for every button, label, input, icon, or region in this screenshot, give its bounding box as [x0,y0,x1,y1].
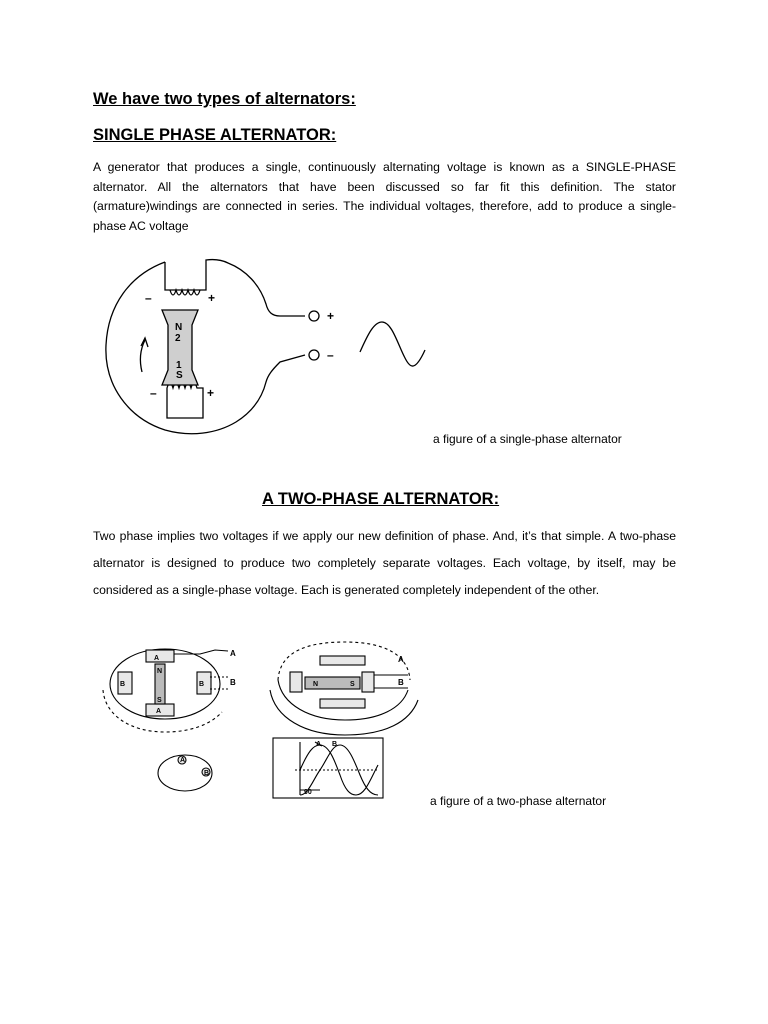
single-phase-paragraph: A generator that produces a single, continuously alternating voltage is known as a SINGLE-PHASE alternator. All the alternators that have been discussed so far fit this definition. The stator (armature)windings are connected in series. The individual voltages, therefore, add to produce a single-phase AC voltage [93,160,676,233]
fig-b-s-label: S [350,681,355,688]
fig-c-b-label: B [204,770,210,777]
pole-n-label: N [175,322,183,333]
fig-b-out-a-label: A [398,655,404,664]
pole-s-number: 1 [176,360,182,371]
single-phase-caption: a figure of a single-phase alternator [433,432,622,446]
fig-a-left-label: B [120,681,126,688]
minus-bottom-label: – [150,386,157,400]
terminal-plus-label: + [327,309,335,323]
section-title-two-phase: A TWO-PHASE ALTERNATOR: [262,490,500,508]
pole-n-number: 2 [175,333,181,344]
fig-b-n-label: N [313,681,319,688]
wave-90-label: 90 [304,789,312,796]
fig-b-out-b-label: B [398,678,404,687]
fig-a-right-label: B [199,681,205,688]
wave-a-label: A [316,741,322,748]
plus-bottom-label: + [207,386,215,400]
fig-a-n-label: N [157,668,163,675]
wave-b-label: B [332,741,338,748]
two-phase-paragraph: Two phase implies two voltages if we apply our new definition of phase. And, it’s that simple. A two-phase alternator is designed to produce two completely separate voltages. Each voltage, by itself, may be considered as a single-phase voltage. Each is generated completely independent of the other. [93,529,676,597]
wave-plot-frame [273,738,383,798]
minus-top-label: – [145,291,152,305]
pole-s-label: S [176,370,183,381]
page-heading: We have two types of alternators: [93,90,356,108]
plus-top-label: + [208,291,216,305]
fig-c-a-label: A [180,757,186,764]
terminal-minus-label: – [327,348,334,362]
fig-a-out-a-label: A [230,649,236,658]
section-title-single-phase: SINGLE PHASE ALTERNATOR: [93,126,337,144]
fig-a-out-b-label: B [230,678,236,687]
two-phase-caption: a figure of a two-phase alternator [430,794,607,808]
fig-a-top-label: A [154,655,160,662]
fig-a-bottom-label: A [156,708,162,715]
fig-a-s-label: S [157,697,162,704]
